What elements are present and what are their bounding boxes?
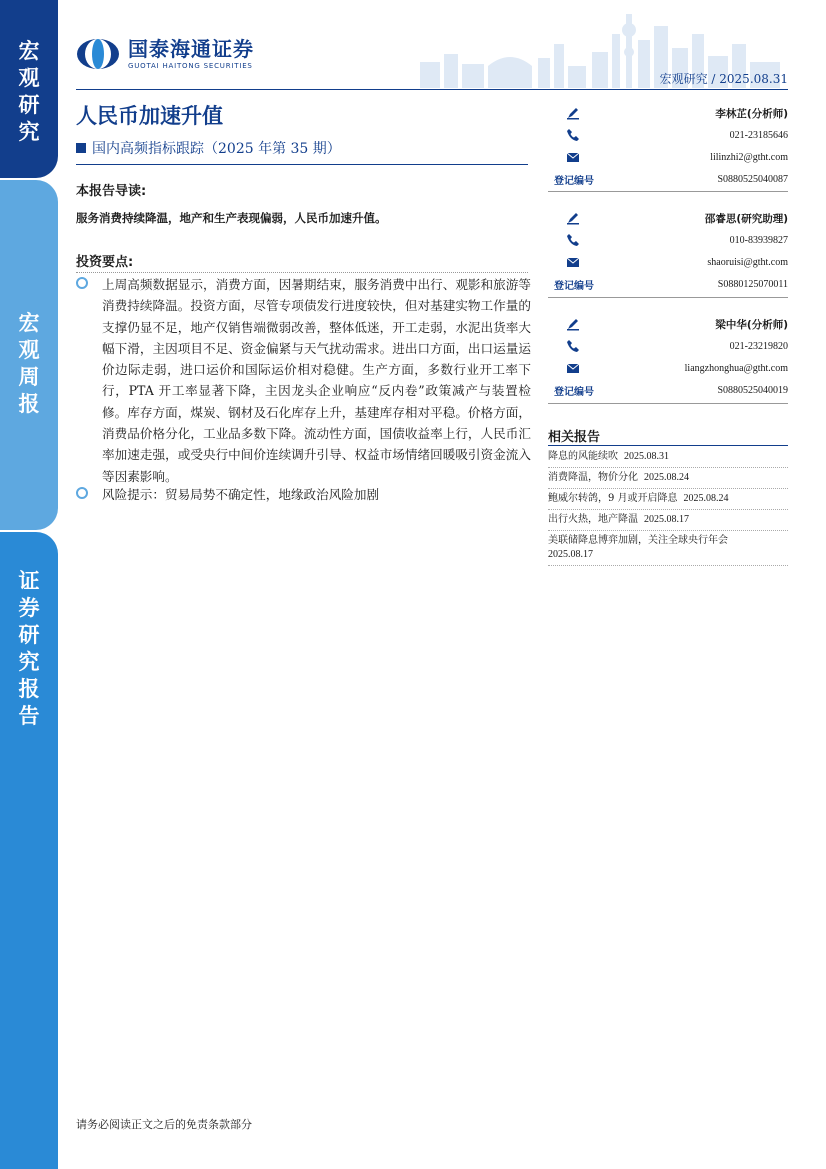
- analyst-reg-label: 登记编号: [554, 386, 594, 398]
- analyst-reg-no: S0880525040087: [717, 173, 788, 185]
- related-report-date: 2025.08.17: [548, 549, 593, 560]
- square-bullet-icon: [76, 143, 86, 153]
- header-divider: [76, 89, 788, 90]
- sidebar-tab-label: 证券研究报告: [18, 569, 40, 728]
- report-title: 人民币加速升值: [76, 104, 223, 128]
- related-report-item[interactable]: [548, 510, 788, 531]
- analyst-divider: [548, 297, 788, 298]
- sidebar-tab-label: 宏观研究: [18, 39, 40, 144]
- related-reports-divider: [548, 445, 788, 446]
- email-icon: [566, 361, 580, 375]
- circle-bullet-icon: [76, 487, 88, 499]
- investment-point: [76, 274, 531, 487]
- related-reports-list: [548, 447, 788, 566]
- logo-name-en: GUOTAI HAITONG SECURITIES: [128, 62, 253, 70]
- analyst-card: [548, 313, 788, 401]
- disclaimer-footer: 请务必阅读正文之后的免责条款部分: [76, 1118, 252, 1131]
- pen-icon: [566, 211, 580, 225]
- analyst-email: shaoruisi@gtht.com: [707, 256, 788, 268]
- related-report-date: 2025.08.17: [644, 514, 689, 525]
- analyst-name: 李林芷(分析师): [715, 107, 788, 120]
- analyst-card: [548, 102, 788, 190]
- analyst-name: 梁中华(分析师): [715, 318, 788, 331]
- analyst-reg-no: S0880525040019: [717, 384, 788, 396]
- analyst-reg-no: S0880125070011: [717, 278, 788, 290]
- header-category-date: 宏观研究 / 2025.08.31: [659, 72, 788, 86]
- sidebar-tab-securities-report: [0, 532, 58, 1169]
- related-report-title: 鲍威尔转鸽，9 月或开启降息: [548, 493, 678, 504]
- analyst-reg-label: 登记编号: [554, 175, 594, 187]
- related-report-title: 降息的风能续吹: [548, 451, 618, 462]
- phone-icon: [566, 339, 580, 353]
- guide-text: 服务消费持续降温，地产和生产表现偏弱，人民币加速升值。: [76, 211, 387, 225]
- analyst-email: liangzhonghua@gtht.com: [684, 362, 788, 374]
- analyst-email: lilinzhi2@gtht.com: [710, 151, 788, 163]
- phone-icon: [566, 128, 580, 142]
- analyst-phone: 021-23185646: [729, 129, 788, 141]
- subtitle-divider: [76, 164, 528, 165]
- analyst-phone: 010-83939827: [729, 234, 788, 246]
- related-report-item[interactable]: [548, 489, 788, 510]
- related-reports-heading: 相关报告: [548, 430, 601, 445]
- sidebar-tab-label: 宏观周报: [18, 311, 40, 416]
- sidebar-tab-macro-research: [0, 0, 58, 178]
- related-report-title: 美联储降息博弈加剧，关注全球央行年会: [548, 535, 728, 546]
- logo-name-cn: 国泰海通证券: [128, 37, 254, 61]
- report-subtitle: [76, 138, 341, 158]
- company-logo: [76, 38, 254, 70]
- sidebar-tab-macro-weekly: [0, 180, 58, 530]
- pen-icon: [566, 106, 580, 120]
- analyst-phone: 021-23219820: [729, 340, 788, 352]
- report-subtitle-text: 国内高频指标跟踪（2025 年第 35 期）: [92, 141, 341, 157]
- investment-point-text: 风险提示：贸易局势不确定性，地缘政治风险加剧: [102, 487, 380, 502]
- points-divider: [76, 272, 528, 273]
- related-report-item[interactable]: [548, 447, 788, 468]
- related-report-date: 2025.08.31: [624, 451, 669, 462]
- related-report-item[interactable]: [548, 531, 788, 566]
- analyst-reg-label: 登记编号: [554, 280, 594, 292]
- related-report-item[interactable]: [548, 468, 788, 489]
- email-icon: [566, 150, 580, 164]
- related-report-title: 消费降温，物价分化: [548, 472, 638, 483]
- analyst-card: [548, 207, 788, 295]
- related-report-title: 出行火热，地产降温: [548, 514, 638, 525]
- related-report-date: 2025.08.24: [644, 472, 689, 483]
- investment-point-text: 上周高频数据显示，消费方面，因暑期结束，服务消费中出行、观影和旅游等消费持续降温。投资方面，尽管专项债发行进度较快，但对基建实物工作量的支撑仍显不足，地产仅销售端微弱改善，整体低迷，开工走弱，水泥出货率大幅下滑，主因项目不足、资金偏紧与天气扰动需求。进出口方面，出口运量运价边际走弱，进口运价和国际运价相对稳健。生产方面，多数行业开工率下行，PTA 开工率显著下降，主因龙头企业响应“反内卷”政策减产与装置检修。库存方面，煤炭、钢材及石化库存上升，基建库存相对平稳。价格方面，消费品价格分化，工业品多数下降。流动性方面，国债收益率上行，人民币汇率加速走强，或受央行中间价连续调升引导、权益市场情绪回暖吸引资金流入等因素影响。: [102, 277, 531, 484]
- guide-heading: 本报告导读:: [76, 184, 147, 199]
- email-icon: [566, 255, 580, 269]
- points-heading: 投资要点:: [76, 255, 134, 270]
- phone-icon: [566, 233, 580, 247]
- investment-point: [76, 484, 531, 505]
- analyst-divider: [548, 191, 788, 192]
- circle-bullet-icon: [76, 277, 88, 289]
- related-report-date: 2025.08.24: [683, 493, 729, 504]
- analyst-divider: [548, 403, 788, 404]
- pen-icon: [566, 317, 580, 331]
- logo-mark-icon: [76, 38, 120, 70]
- analyst-name: 邵睿思(研究助理): [704, 212, 788, 225]
